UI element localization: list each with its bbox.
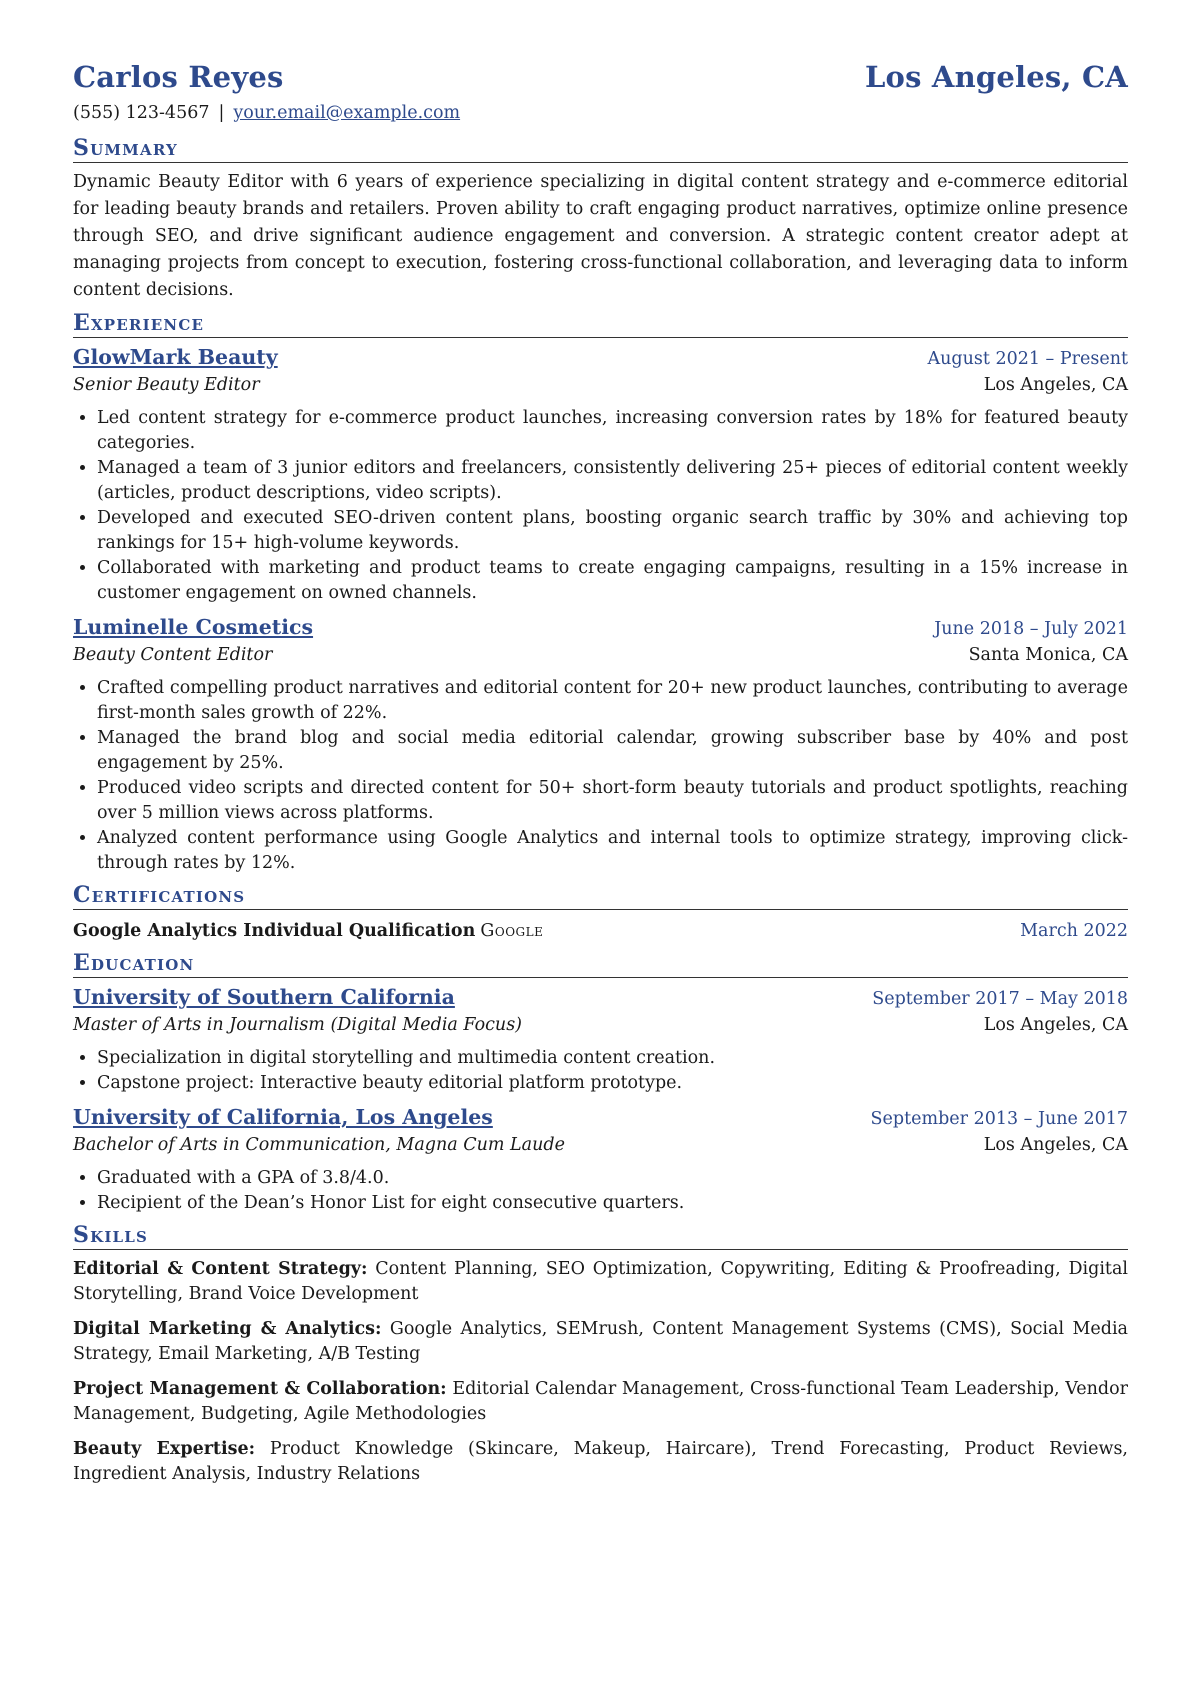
school-link[interactable]: University of Southern California: [73, 985, 455, 1009]
education-dates: September 2013 – June 2017: [870, 1109, 1128, 1129]
resume-header: [73, 60, 1128, 94]
achievement-item: • Collaborated with marketing and product teams to create engaging campaigns, resulting in a 15% increase in customer engagement on owned channels.: [97, 556, 1128, 606]
experience-entry: [73, 614, 1128, 876]
candidate-location: Los Angeles, CA: [864, 60, 1128, 94]
education-entry-header: [73, 1104, 1128, 1132]
resume-content: [73, 60, 1128, 1487]
education-dates: September 2017 – May 2018: [872, 989, 1128, 1009]
achievement-item: • Led content strategy for e-commerce product launches, increasing conversion rates by 18% for featured beauty categories.: [97, 406, 1128, 456]
experience-entry-subheader: [73, 642, 1128, 669]
certification-issuer: Google: [480, 921, 544, 941]
skill-items: Google Analytics, SEMrush, Content Management Systems (CMS), Social Media Strategy, Email Marketing, A/B Testing: [73, 1319, 1128, 1364]
section-title-skills: Skills: [73, 1222, 1128, 1250]
skill-category: Beauty Expertise:: [73, 1439, 256, 1459]
section-title-certifications: Certifications: [73, 882, 1128, 910]
achievement-item: • Developed and executed SEO-driven content plans, boosting organic search traffic by 30% and achieving top rankings for 15+ high-volume keywords.: [97, 506, 1128, 556]
employment-dates: August 2021 – Present: [927, 349, 1128, 369]
experience-entry-header: [73, 614, 1128, 642]
certification-entry: [73, 918, 1128, 944]
skill-group: [73, 1377, 1128, 1427]
company-link[interactable]: Luminelle Cosmetics: [73, 615, 314, 639]
skill-category: Project Management & Collaboration:: [73, 1379, 447, 1399]
education-entry: [73, 984, 1128, 1096]
skill-group: [73, 1317, 1128, 1367]
certification-name: Google Analytics Individual Qualification: [73, 921, 476, 941]
section-title-summary: Summary: [73, 135, 1128, 163]
achievement-list: [73, 406, 1128, 606]
skill-items: Product Knowledge (Skincare, Makeup, Haircare), Trend Forecasting, Product Reviews, Ingredient Analysis, Industry Relations: [73, 1439, 1128, 1484]
experience-entry-subheader: [73, 372, 1128, 399]
candidate-name: Carlos Reyes: [73, 60, 284, 94]
contact-line: [73, 103, 1128, 123]
phone-number: (555) 123-4567: [73, 103, 210, 123]
skill-group: [73, 1257, 1128, 1307]
school-link[interactable]: University of California, Los Angeles: [73, 1105, 493, 1129]
achievement-item: • Managed a team of 3 junior editors and freelancers, consistently delivering 25+ pieces of editorial content weekly (articles, product descriptions, video scripts).: [97, 456, 1128, 506]
education-detail-list: [73, 1046, 1128, 1096]
education-entry-header: [73, 984, 1128, 1012]
education-detail-item: • Graduated with a GPA of 3.8/4.0.: [97, 1166, 1128, 1191]
education-detail-item: • Capstone project: Interactive beauty editorial platform prototype.: [97, 1071, 1128, 1096]
achievement-item: • Managed the brand blog and social media editorial calendar, growing subscriber base by 40% and post engagement by 25%.: [97, 726, 1128, 776]
email-link[interactable]: your.email@example.com: [233, 103, 461, 123]
company-link[interactable]: GlowMark Beauty: [73, 345, 278, 369]
certification-title: [73, 918, 543, 944]
experience-entry: [73, 344, 1128, 606]
skill-items: Editorial Calendar Management, Cross-functional Team Leadership, Vendor Management, Budgeting, Agile Methodologies: [73, 1379, 1128, 1424]
certification-date: March 2022: [1020, 921, 1128, 941]
degree-title: Bachelor of Arts in Communication, Magna Cum Laude: [73, 1135, 565, 1155]
education-entry: [73, 1104, 1128, 1216]
skill-category: Digital Marketing & Analytics:: [73, 1319, 382, 1339]
education-entry-subheader: [73, 1132, 1128, 1159]
skill-items: Content Planning, SEO Optimization, Copywriting, Editing & Proofreading, Digital Storytelling, Brand Voice Development: [73, 1259, 1128, 1304]
education-detail-list: [73, 1166, 1128, 1216]
section-title-education: Education: [73, 950, 1128, 978]
job-title: Senior Beauty Editor: [73, 375, 260, 395]
education-detail-item: • Specialization in digital storytelling and multimedia content creation.: [97, 1046, 1128, 1071]
summary-text: Dynamic Beauty Editor with 6 years of experience specializing in digital content strategy and e-commerce editorial for leading beauty brands and retailers. Proven ability to craft engaging product narratives, optimize online presence through SEO, and drive significant audience engagement and conversion. A strategic content creator adept at managing projects from concept to execution, fostering cross-functional collaboration, and leveraging data to inform content decisions.: [73, 172, 1128, 300]
school-location: Los Angeles, CA: [983, 1015, 1128, 1035]
experience-entry-header: [73, 344, 1128, 372]
degree-title: Master of Arts in Journalism (Digital Media Focus): [73, 1015, 523, 1035]
achievement-item: • Analyzed content performance using Google Analytics and internal tools to optimize strategy, improving click-through rates by 12%.: [97, 826, 1128, 876]
section-title-experience: Experience: [73, 310, 1128, 338]
employment-dates: June 2018 – July 2021: [934, 619, 1128, 639]
education-detail-item: • Recipient of the Dean’s Honor List for eight consecutive quarters.: [97, 1191, 1128, 1216]
job-location: Santa Monica, CA: [968, 645, 1128, 665]
achievement-list: [73, 676, 1128, 876]
skill-category: Editorial & Content Strategy:: [73, 1259, 368, 1279]
skill-group: [73, 1437, 1128, 1487]
job-location: Los Angeles, CA: [983, 375, 1128, 395]
school-location: Los Angeles, CA: [983, 1135, 1128, 1155]
achievement-item: • Crafted compelling product narratives and editorial content for 20+ new product launches, contributing to average first-month sales growth of 22%.: [97, 676, 1128, 726]
achievement-item: • Produced video scripts and directed content for 50+ short-form beauty tutorials and product spotlights, reaching over 5 million views across platforms.: [97, 776, 1128, 826]
education-entry-subheader: [73, 1012, 1128, 1039]
contact-separator: |: [218, 103, 225, 123]
job-title: Beauty Content Editor: [73, 645, 273, 665]
